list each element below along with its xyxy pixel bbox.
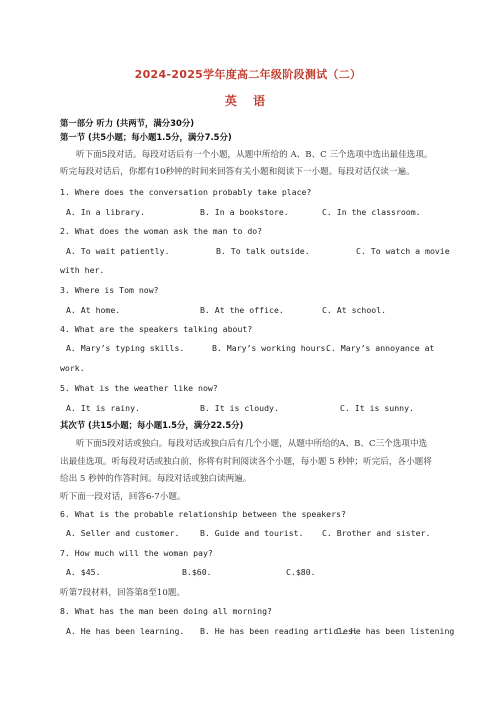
option-c: C. He has been listening: [336, 626, 455, 636]
option-b: B.$60.: [182, 567, 212, 577]
section1-instruction-2: 听完每段对话后，你都有10秒钟的时间来回答有关小题和阅读下一小题。每段对话仅读一遍。: [60, 167, 415, 177]
question-8: 8. What has the man been doing all morning?: [60, 606, 272, 616]
option-a: A. To wait patiently.: [66, 246, 170, 256]
question-3: 3. Where is Tom now?: [60, 285, 159, 295]
option-c: C. To watch a movie: [356, 246, 450, 256]
option-b: B. In a bookstore.: [200, 207, 289, 217]
option-c: C. Brother and sister.: [322, 528, 431, 538]
option-c: C.$80.: [286, 567, 316, 577]
option-c: C. It is sunny.: [340, 403, 414, 413]
option-c: C. Mary’s annoyance at: [326, 343, 435, 353]
part1-heading: 第一部分 听力 (共两节，满分30分): [60, 118, 195, 128]
option-c: C. In the classroom.: [322, 207, 421, 217]
option-a: A. Mary’s typing skills.: [66, 343, 185, 353]
question-2: 2. What does the woman ask the man to do?: [60, 226, 263, 236]
option-a: A. It is rainy.: [66, 403, 140, 413]
question-2-option-continued: with her.: [60, 265, 105, 275]
option-b: B. He has been reading articles.: [200, 626, 358, 636]
question-7: 7. How much will the woman pay?: [60, 548, 213, 558]
section2-instruction-2: 出最佳选项。听每段对话或独白前，你将有时间阅读各个小题，每小题 5 秒钟；听完后，各小题将: [60, 457, 432, 467]
option-a: A. Seller and customer.: [66, 528, 180, 538]
option-b: B. Mary’s working hours.: [212, 343, 331, 353]
option-a: A. At home.: [66, 305, 121, 315]
option-b: B. At the office.: [200, 305, 284, 315]
dialog-note-7: 听第7段材料，回答第8至10题。: [60, 588, 185, 598]
question-5: 5. What is the weather like now?: [60, 383, 218, 393]
section2-instruction-1: 听下面5段对话或独白。每段对话或独白后有几个小题，从题中所给的A、B、C三个选项中选: [76, 439, 428, 449]
exam-title: 2024-2025学年度高二年级阶段测试（二）: [134, 68, 362, 81]
option-b: B. It is cloudy.: [200, 403, 279, 413]
question-4: 4. What are the speakers talking about?: [60, 324, 253, 334]
question-1: 1. Where does the conversation probably take place?: [60, 187, 312, 197]
section2-heading: 其次节 (共15小题；每小题1.5分，满分22.5分): [60, 420, 244, 430]
question-6: 6. What is the probable relationship between the speakers?: [60, 509, 346, 519]
option-a: A. He has been learning.: [66, 626, 185, 636]
section1-heading: 第一节 (共5小题；每小题1.5分，满分7.5分): [60, 132, 232, 142]
option-a: A. In a library.: [66, 207, 145, 217]
section2-instruction-3: 给出 5 秒钟的作答时间。每段对话或独白读两遍。: [60, 474, 252, 484]
question-4-option-continued: work.: [60, 363, 85, 373]
section1-instruction-1: 听下面5段对话。每段对话后有一个小题，从题中所给的 A、B、C 三个选项中选出最佳选项。: [76, 150, 433, 160]
dialog-note-6: 听下面一段对话，回答6-7小题。: [60, 492, 186, 502]
subject-title: 英 语: [224, 94, 272, 108]
option-b: B. Guide and tourist.: [200, 528, 304, 538]
option-a: A. $45.: [66, 567, 101, 577]
option-c: C. At school.: [322, 305, 387, 315]
option-b: B. To talk outside.: [216, 246, 310, 256]
